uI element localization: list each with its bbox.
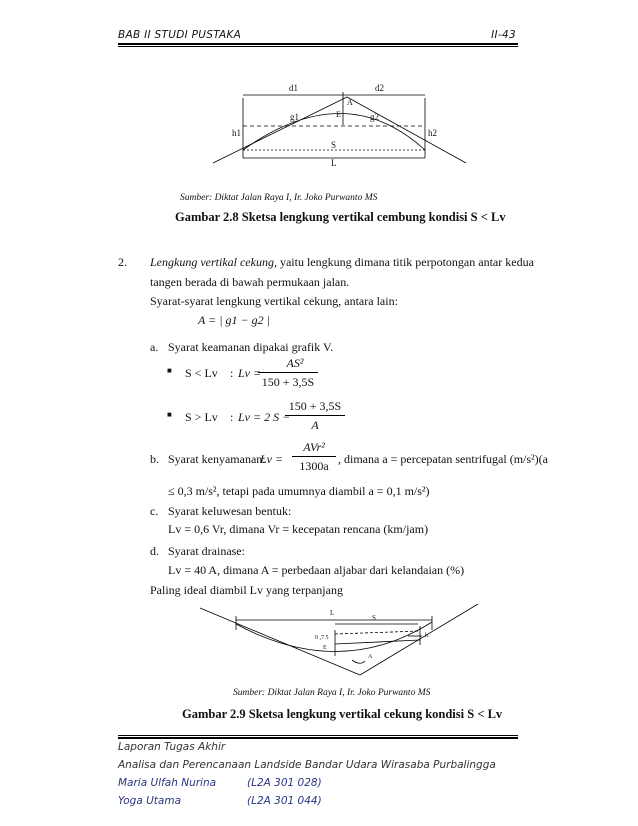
item-d-label: d. <box>150 544 159 558</box>
lv-lhs-1: Lv = <box>238 366 262 380</box>
page-number: II-43 <box>491 29 516 41</box>
lv-lhs-2: Lv = 2 S − <box>238 410 291 424</box>
fig2-label-e: E <box>323 645 327 651</box>
footer-author1-name: Maria Ulfah Nurina <box>118 777 217 789</box>
item-2-line1-rest: yaitu lengkung dimana titik perpotongan antar kedua <box>276 255 534 269</box>
sep-2: : <box>230 410 234 424</box>
fig2-label-l: L <box>330 609 335 617</box>
item-b-text: Syarat kenyamanan: <box>168 452 266 466</box>
figure-2-8-source: Sumber: Diktat Jalan Raya I, Ir. Joko Purwanto MS <box>180 193 378 203</box>
term-lengkung-vertikal-cekung: Lengkung vertikal cekung, <box>150 255 277 269</box>
item-d-text: Syarat drainase: <box>168 544 245 558</box>
label-e: E <box>336 110 341 119</box>
lv-lhs-3: Lv = <box>260 452 284 466</box>
chapter-title: BAB II STUDI PUSTAKA <box>118 29 242 41</box>
fig2-label-h: h <box>425 633 428 639</box>
figure-2-8-caption: Gambar 2.8 Sketsa lengkung vertikal cembung kondisi S < Lv <box>175 210 506 224</box>
frac2-den: A <box>311 418 319 432</box>
label-g1: g1 <box>290 112 299 122</box>
figure-2-9-caption: Gambar 2.9 Sketsa lengkung vertikal cekung kondisi S < Lv <box>182 707 503 721</box>
item-a-text: Syarat keamanan dipakai grafik V. <box>168 340 334 354</box>
label-h2: h2 <box>428 128 437 138</box>
footer-author2-id: (L2A 301 044) <box>247 795 322 807</box>
frac3-num: AVr² <box>303 440 325 454</box>
frac1-den: 150 + 3,5S <box>261 375 315 389</box>
frac2-bar <box>285 415 345 416</box>
fig2-label-a: A <box>368 654 373 660</box>
item-b-line2: ≤ 0,3 m/s², tetapi pada umumnya diambil a = 0,1 m/s²) <box>168 484 430 498</box>
frac2-num: 150 + 3,5S <box>288 399 342 413</box>
footer-author1-id: (L2A 301 028) <box>247 777 322 789</box>
label-d2: d2 <box>375 83 384 93</box>
item-a-label: a. <box>150 340 159 354</box>
item-d-line2: Lv = 40 A, dimana A = perbedaan aljabar dari kelandaian (%) <box>168 563 465 577</box>
item-c-line2: Lv = 0,6 Vr, dimana Vr = kecepatan rencana (km/jam) <box>168 522 429 536</box>
fig2-label-s: S <box>372 614 376 622</box>
item-c-text: Syarat keluwesan bentuk: <box>168 504 292 518</box>
footer-rule <box>118 735 518 739</box>
formula-a: A = | g1 − g2 | <box>198 313 270 327</box>
footer-author2-name: Yoga Utama <box>118 795 182 807</box>
bullet-icon: ■ <box>167 366 172 375</box>
fig2-label-075: 0 ,7 5 <box>315 635 329 641</box>
item-2-line2: tangen berada di bawah permukaan jalan. <box>150 275 350 289</box>
footer-line1: Laporan Tugas Akhir <box>118 741 226 753</box>
label-g2: g2 <box>370 112 379 122</box>
frac3-bar <box>292 456 336 457</box>
tangent-g2 <box>347 97 466 163</box>
item-b-label: b. <box>150 452 159 466</box>
frac1-bar <box>258 372 318 373</box>
bullet-icon: ■ <box>167 410 172 419</box>
frac1-num: AS² <box>286 356 304 370</box>
item-2-line3: Syarat-syarat lengkung vertikal cekung, antara lain: <box>150 294 398 308</box>
item-b-rest: , dimana a = percepatan sentrifugal (m/s²)(a <box>338 452 548 466</box>
sep-1: : <box>230 366 234 380</box>
item-c-label: c. <box>150 504 159 518</box>
item-2-number: 2. <box>118 255 127 269</box>
cond-s-greater-lv: S > Lv <box>185 410 218 424</box>
closing-text: Paling ideal diambil Lv yang terpanjang <box>150 583 343 597</box>
frac3-den: 1300a <box>299 459 329 473</box>
item-2-line1 <box>150 255 534 270</box>
label-l: L <box>331 158 337 168</box>
label-d1: d1 <box>289 83 298 93</box>
label-a: A <box>347 98 353 107</box>
label-h1: h1 <box>232 128 241 138</box>
cond-s-less-lv: S < Lv <box>185 366 218 380</box>
label-s: S <box>331 140 337 150</box>
figure-2-9-source: Sumber: Diktat Jalan Raya I, Ir. Joko Purwanto MS <box>233 688 431 698</box>
footer-line2: Analisa dan Perencanaan Landside Bandar Udara Wirasaba Purbalingga <box>118 759 496 771</box>
